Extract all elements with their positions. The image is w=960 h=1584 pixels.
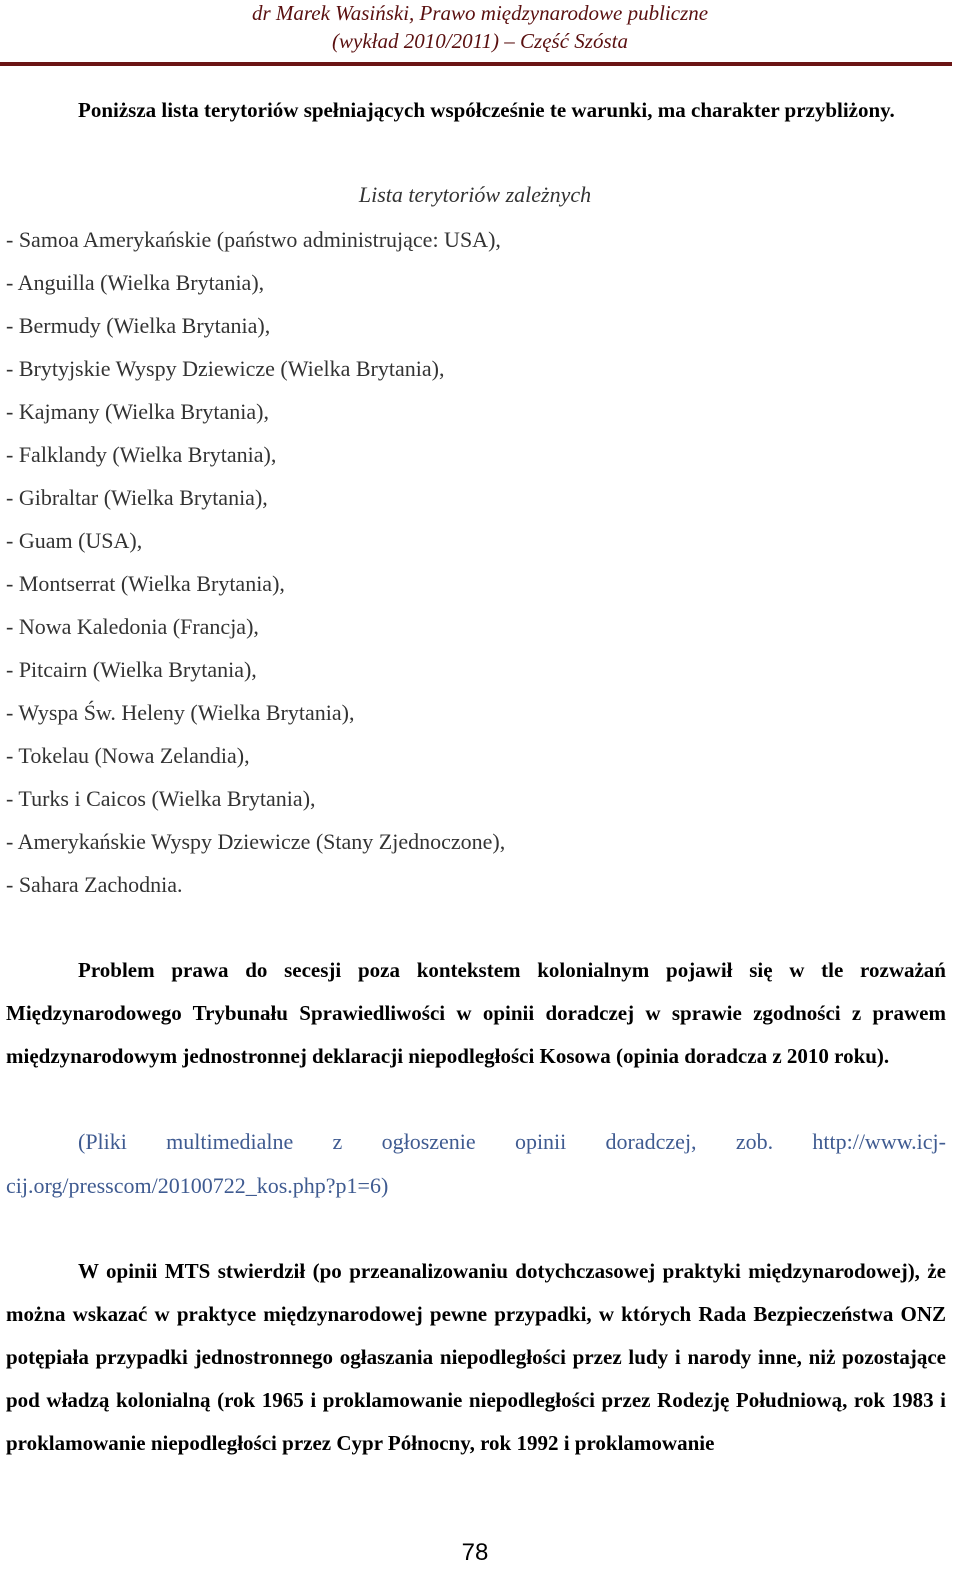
- list-item: - Falklandy (Wielka Brytania),: [6, 442, 277, 467]
- header-lecture-part: (wykład 2010/2011) – Część Szósta: [332, 29, 628, 53]
- list-title: Lista terytoriów zależnych: [358, 182, 592, 207]
- multimedia-link-note[interactable]: (Pliki multimedialne z ogłoszenie opinii doradczej, zob. http://www.icj-cij.org/presscom/20100722_kos.php?p1=6): [6, 1129, 946, 1198]
- list-item: - Brytyjskie Wyspy Dziewicze (Wielka Brytania),: [6, 356, 445, 381]
- territories-list: [6, 218, 946, 906]
- list-item: - Sahara Zachodnia.: [6, 872, 183, 897]
- list-item: - Wyspa Św. Heleny (Wielka Brytania),: [6, 700, 355, 725]
- kosovo-paragraph: Problem prawa do secesji poza kontekstem kolonialnym pojawił się w tle rozważań Międzynarodowego Trybunału Sprawiedliwości w opinii doradczej w sprawie zgodności z prawem międzynarodowym jednostronnej deklaracji niepodległości Kosowa (opinia doradcza z 2010 roku).: [6, 958, 946, 1068]
- list-item: - Samoa Amerykańskie (państwo administrujące: USA),: [6, 227, 501, 252]
- list-item: - Pitcairn (Wielka Brytania),: [6, 657, 257, 682]
- page-header: [0, 0, 960, 66]
- list-item: - Montserrat (Wielka Brytania),: [6, 571, 285, 596]
- list-item: - Tokelau (Nowa Zelandia),: [6, 743, 250, 768]
- list-item: - Turks i Caicos (Wielka Brytania),: [6, 786, 316, 811]
- mts-paragraph: W opinii MTS stwierdził (po przeanalizowaniu dotychczasowej praktyki międzynarodowej), że można wskazać w praktyce międzynarodowej pewne przypadki, w których Rada Bezpieczeństwa ONZ potępiała przypadki jednostronnego ogłaszania niepodległości przez ludy i narody inne, niż pozostające pod władzą kolonialną (rok 1965 i proklamowanie niepodległości przez Rodezję Południową, rok 1983 i proklamowanie niepodległości przez Cypr Północny, rok 1992 i proklamowanie: [6, 1259, 946, 1455]
- list-item: - Anguilla (Wielka Brytania),: [6, 270, 265, 295]
- header-divider: [0, 62, 952, 66]
- page-number: 78: [461, 1539, 489, 1566]
- list-item: - Bermudy (Wielka Brytania),: [6, 313, 271, 338]
- list-item: - Amerykańskie Wyspy Dziewicze (Stany Zjednoczone),: [6, 829, 506, 854]
- list-item: - Gibraltar (Wielka Brytania),: [6, 485, 268, 510]
- list-item: - Nowa Kaledonia (Francja),: [6, 614, 259, 639]
- list-item: - Kajmany (Wielka Brytania),: [6, 399, 270, 424]
- header-author-title: dr Marek Wasiński, Prawo międzynarodowe publiczne: [251, 1, 709, 25]
- list-item: - Guam (USA),: [6, 528, 143, 553]
- intro-paragraph: Poniższa lista terytoriów spełniających współcześnie te warunki, ma charakter przybliżony.: [78, 98, 895, 122]
